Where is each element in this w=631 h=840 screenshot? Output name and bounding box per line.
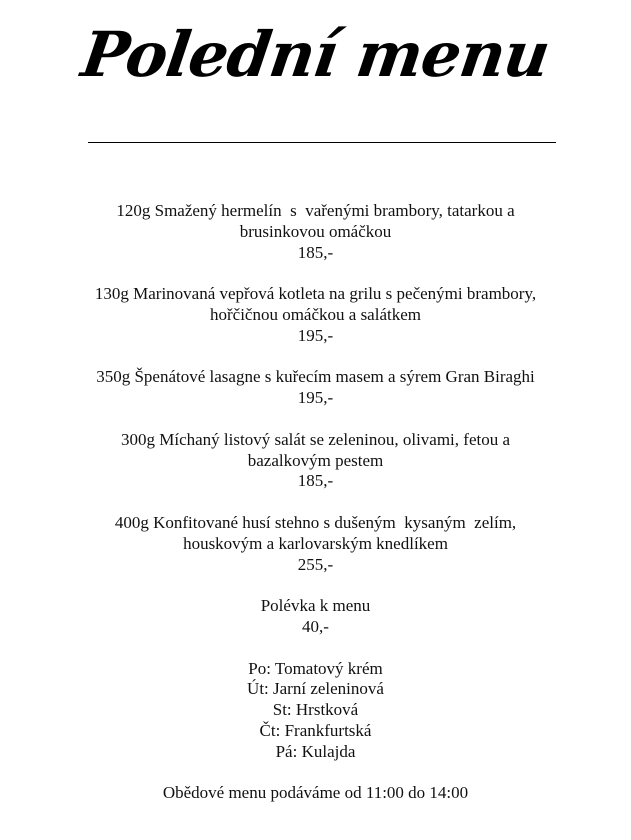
soup-day: St: Hrstková — [272, 700, 359, 720]
serving-hours-text: Obědové menu podáváme od 11:00 do 14:00 — [162, 783, 469, 803]
menu-item-price: 195,- — [297, 325, 334, 345]
menu-item — [0, 513, 631, 575]
soup-day: Čt: Frankfurtská — [259, 720, 372, 740]
menu-content — [0, 201, 631, 825]
menu-item — [0, 367, 631, 409]
menu-item-price: 185,- — [297, 471, 334, 491]
menu-item-text: brusinkovou omáčkou — [239, 221, 392, 241]
divider — [88, 142, 556, 143]
soup-info — [0, 596, 631, 638]
menu-item-price: 185,- — [297, 242, 334, 262]
menu-item-text: 350g Špenátové lasagne s kuřecím masem a sýrem Gran Biraghi — [96, 367, 535, 387]
serving-hours — [0, 783, 631, 804]
soup-day: Po: Tomatový krém — [248, 658, 383, 678]
menu-item-text: 400g Konfitované husí stehno s dušeným kysaným zelím, — [114, 512, 517, 532]
menu-item-text: houskovým a karlovarským knedlíkem — [183, 533, 448, 553]
soup-price: 40,- — [302, 616, 329, 636]
menu-item — [0, 430, 631, 492]
menu-item — [0, 284, 631, 346]
menu-item-price: 255,- — [297, 554, 334, 574]
menu-item-text: bazalkovým pestem — [247, 450, 384, 470]
soup-day: Út: Jarní zeleninová — [247, 679, 384, 699]
menu-item-text: 120g Smažený hermelín s vařenými brambory, tatarkou a — [116, 201, 515, 220]
page-title: Polední menu — [77, 18, 554, 91]
soup-label: Polévka k menu — [260, 596, 371, 616]
menu-item — [0, 201, 631, 263]
menu-item-text: 130g Marinovaná vepřová kotleta na grilu s pečenými brambory, — [94, 284, 537, 304]
menu-item-text: hořčičnou omáčkou a salátkem — [209, 304, 421, 324]
menu-item-price: 195,- — [297, 388, 334, 408]
soup-list — [0, 659, 631, 763]
menu-item-text: 300g Míchaný listový salát se zeleninou, olivami, fetou a — [120, 429, 511, 449]
soup-day: Pá: Kulajda — [275, 741, 356, 761]
